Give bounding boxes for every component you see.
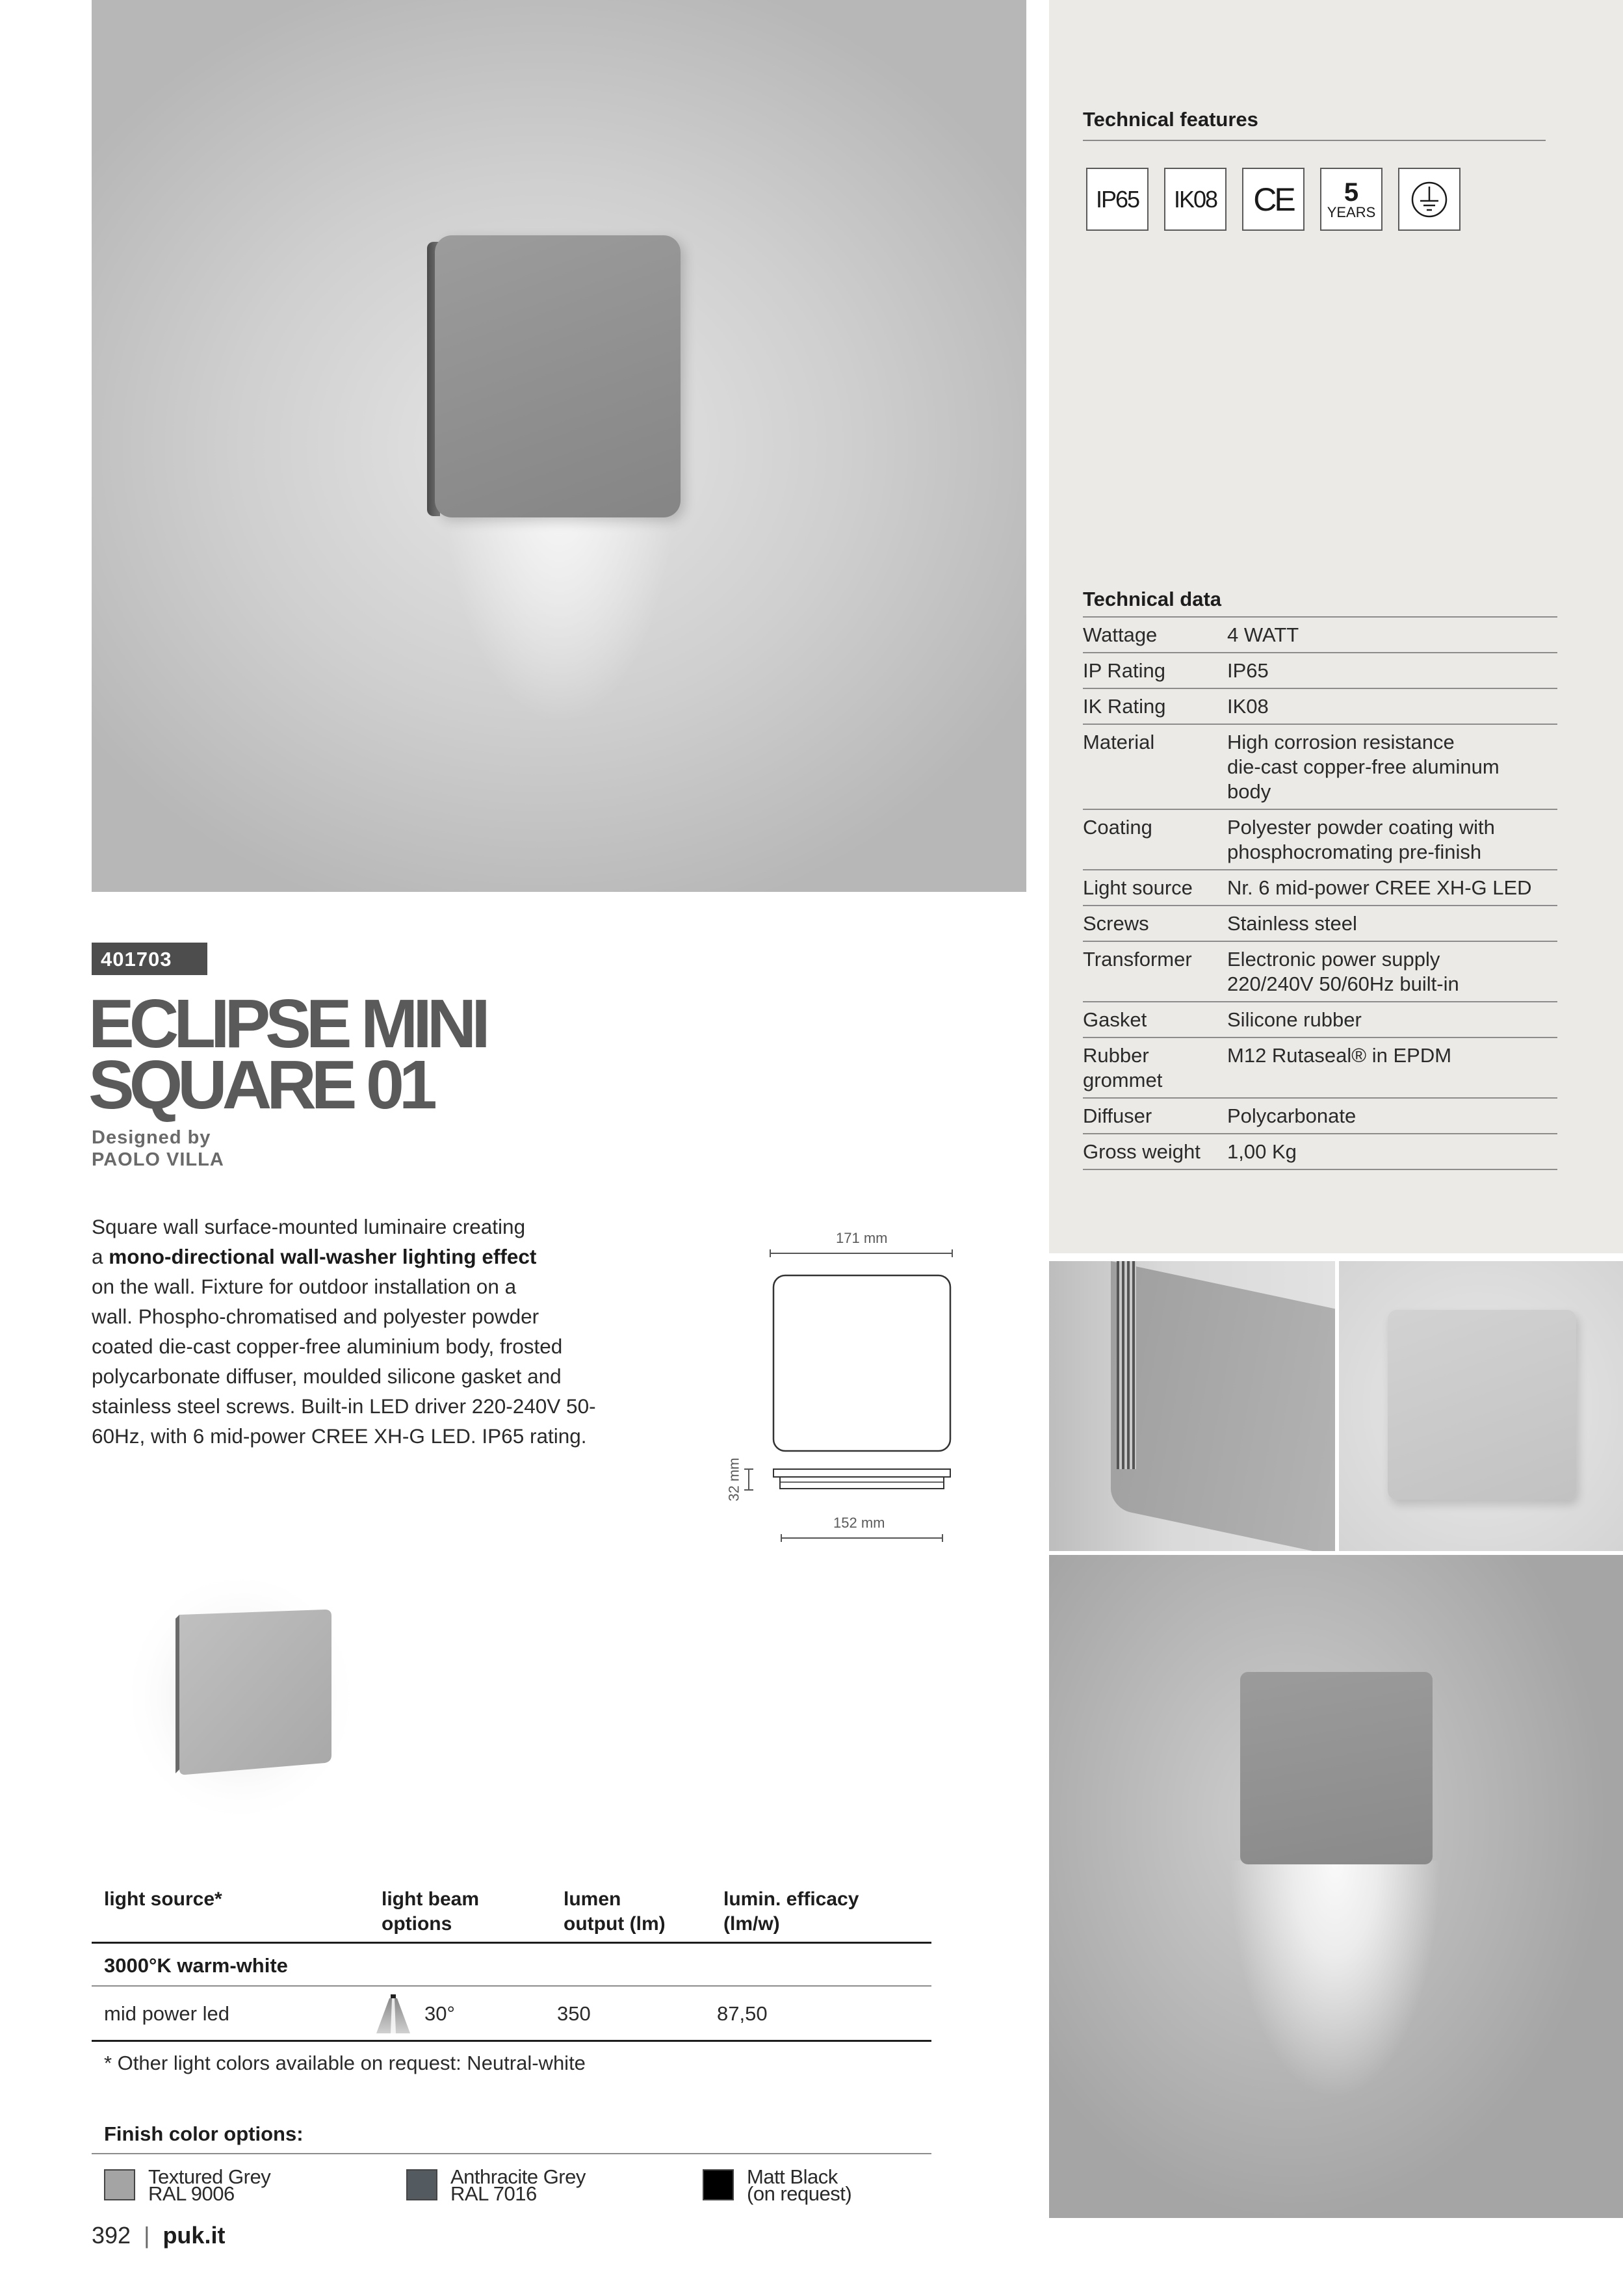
header-efficacy: lumin. efficacy (lm/w) [723, 1888, 859, 1935]
description-highlight: mono-directional wall-washer lighting effect [109, 1245, 537, 1268]
badge-label: IK08 [1173, 185, 1217, 213]
finish-code: RAL 9006 [148, 2182, 235, 2205]
swatch-anthracite-grey [406, 2169, 437, 2200]
finish-name: Anthracite Grey [450, 2165, 586, 2188]
technical-features-title: Technical features [1083, 108, 1258, 131]
light-wash [430, 468, 690, 891]
row-key: Material [1083, 731, 1155, 753]
fixture-body [435, 235, 681, 517]
row-value: IK08 [1227, 695, 1269, 718]
row-key: Wattage [1083, 623, 1158, 646]
feature-badges [1086, 168, 1461, 231]
row-value: Electronic power supply 220/240V 50/60Hz built-in [1227, 948, 1459, 995]
fixture-body [1111, 1261, 1335, 1551]
beam-angle-icon [375, 1994, 411, 2033]
row-key: Coating [1083, 816, 1152, 839]
row-key: IP Rating [1083, 659, 1165, 682]
fixture-body [1240, 1672, 1433, 1864]
color-temperature-row: 3000°K warm-white [92, 1944, 931, 1987]
ip65-badge-icon [1086, 168, 1149, 231]
table-row [1083, 810, 1557, 870]
divider [1083, 140, 1546, 141]
description-pre: Square wall surface-mounted luminaire creating a [92, 1215, 526, 1268]
dimension-drawing [715, 1222, 975, 1560]
finish-label [747, 2165, 852, 2205]
detail-photo-side [1049, 1261, 1335, 1551]
designer-name: PAOLO VILLA [92, 1149, 224, 1170]
header-beam: light beam options [382, 1888, 480, 1935]
row-key: Transformer [1083, 948, 1192, 971]
header-light-source: light source* [104, 1888, 222, 1910]
row-value: M12 Rutaseal® in EPDM [1227, 1044, 1452, 1067]
finish-name: Textured Grey [148, 2165, 271, 2188]
finish-options-title: Finish color options: [104, 2122, 304, 2145]
finish-name: Matt Black [747, 2165, 838, 2188]
table-row [1083, 653, 1557, 689]
row-key: IK Rating [1083, 695, 1166, 718]
row-key: Gasket [1083, 1008, 1147, 1031]
footer-separator: | [144, 2222, 150, 2249]
row-value: Polycarbonate [1227, 1104, 1357, 1127]
table-row [1083, 906, 1557, 942]
technical-data-table [1083, 588, 1557, 1170]
row-value: IP65 [1227, 659, 1269, 682]
product-title [88, 985, 486, 1123]
table-row [1083, 1099, 1557, 1134]
row-key: Screws [1083, 912, 1149, 935]
technical-data-title: Technical data [1083, 588, 1557, 618]
product-description [92, 1212, 664, 1451]
dim-depth: 32 mm [725, 1457, 742, 1502]
row-value: Silicone rubber [1227, 1008, 1362, 1031]
beam-value: 30° [424, 2002, 455, 2025]
row-key: Gross weight [1083, 1140, 1201, 1163]
dimension-lines [715, 1222, 975, 1560]
row-key: Light source [1083, 876, 1193, 899]
table-row [1083, 942, 1557, 1002]
cell-beam [375, 1994, 557, 2033]
table-row [1083, 618, 1557, 653]
product-render [117, 1560, 364, 1833]
swatch-textured-grey [104, 2169, 135, 2200]
row-key: Diffuser [1083, 1104, 1152, 1127]
cell-lumen: 350 [557, 2002, 591, 2025]
earth-ground-icon [1398, 168, 1461, 231]
row-value: Stainless steel [1227, 912, 1357, 935]
warranty-unit: YEARS [1327, 203, 1376, 220]
badge-label: IP65 [1095, 185, 1139, 213]
divider [92, 2153, 931, 2154]
table-row [1083, 870, 1557, 906]
finish-code: (on request) [747, 2182, 852, 2205]
footnote: * Other light colors available on request: Neutral-white [104, 2052, 586, 2074]
description-post: on the wall. Fixture for outdoor installation on a wall. Phospho-chromatised and polyester powder coated die-cast copper-free aluminium body, frosted polycarbonate diffuser, moulded silicone gasket and stainless steel screws. Built-in LED driver 220-240V 50- 60Hz, with 6 mid-power CREE XH-G LED. IP65 rating. [92, 1275, 596, 1448]
detail-photo-front [1339, 1261, 1623, 1551]
table-header [92, 1882, 931, 1944]
warranty-5-years-icon [1320, 168, 1383, 231]
table-row [1083, 725, 1557, 810]
table-row [92, 1987, 931, 2042]
cell-source: mid power led [104, 2002, 229, 2025]
fixture-body [1388, 1310, 1576, 1500]
row-value: Nr. 6 mid-power CREE XH-G LED [1227, 876, 1532, 899]
website-link[interactable]: puk.it [162, 2222, 226, 2249]
earth-ground-symbol [1409, 179, 1450, 220]
page-number: 392 [92, 2222, 131, 2249]
fixture-edge [1117, 1261, 1136, 1469]
ik08-badge-icon [1164, 168, 1227, 231]
light-wash [1218, 1860, 1452, 2218]
row-value: Polyester powder coating with phosphocromating pre-finish [1227, 816, 1495, 863]
dim-width-top: 171 mm [836, 1230, 888, 1246]
warranty-number: 5 [1344, 177, 1359, 207]
row-value: 4 WATT [1227, 623, 1299, 646]
table-row [1083, 1038, 1557, 1099]
title-line-2: SQUARE 01 [88, 1047, 432, 1123]
ce-mark-icon [1242, 168, 1305, 231]
product-render-image [117, 1560, 364, 1833]
header-lumen: lumen output (lm) [564, 1888, 666, 1935]
hero-product-photo [92, 0, 1026, 892]
table-row [1083, 1134, 1557, 1170]
finish-code: RAL 7016 [450, 2182, 537, 2205]
table-row [1083, 1002, 1557, 1038]
product-code-badge: 401703 [92, 943, 207, 975]
light-source-table [92, 1882, 931, 2076]
finish-label [148, 2165, 271, 2205]
detail-photo-lit [1049, 1555, 1623, 2218]
page-footer [92, 2222, 225, 2249]
designer-credit [92, 1127, 224, 1171]
table-row [1083, 689, 1557, 725]
title-line-1: ECLIPSE MINI [88, 985, 486, 1062]
designed-by-label: Designed by [92, 1127, 211, 1148]
row-value: 1,00 Kg [1227, 1140, 1297, 1163]
cell-efficacy: 87,50 [717, 2002, 768, 2025]
finish-label [450, 2165, 586, 2205]
swatch-matt-black [703, 2169, 734, 2200]
dim-width-bottom: 152 mm [833, 1515, 885, 1531]
row-key: Rubber grommet [1083, 1044, 1163, 1091]
badge-label: CE [1253, 181, 1293, 218]
row-value: High corrosion resistance die-cast copper-free aluminum body [1227, 731, 1500, 803]
